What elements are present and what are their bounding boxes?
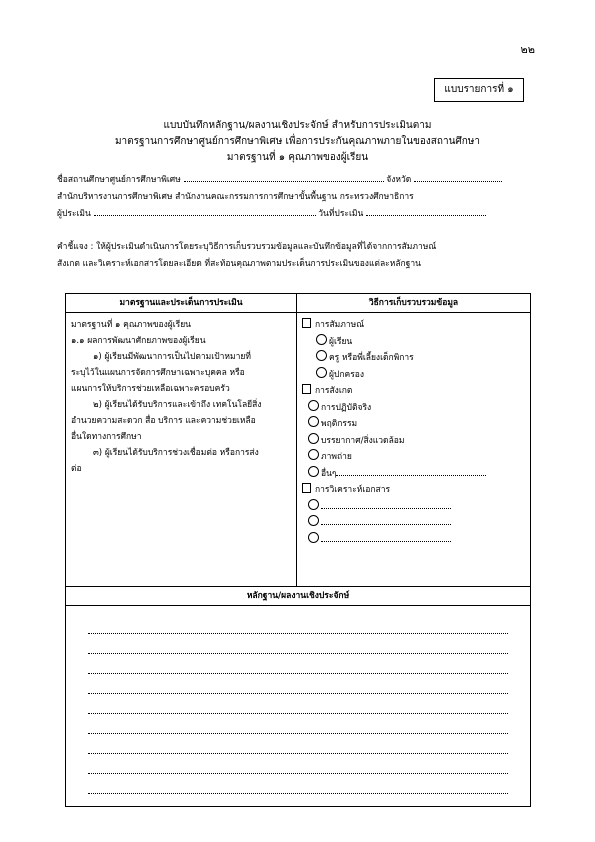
evidence-line[interactable]	[88, 634, 508, 654]
school-label: ชื่อสถานศึกษาศูนย์การศึกษาพิเศษ	[57, 175, 181, 185]
evidence-lines	[88, 614, 508, 794]
instruction-line-2: สังเกต และวิเคราะห์เอกสารโดยละเอียด ที่สะท้อนคุณภาพตามประเด็นการประเมินของแต่ละหลักฐาน	[57, 259, 421, 269]
opt-behavior	[302, 416, 525, 433]
method-document	[302, 482, 525, 499]
evidence-header: หลักฐาน/ผลงานเชิงประจักษ์	[66, 587, 531, 606]
radio-teacher[interactable]	[316, 350, 327, 361]
radio-practice[interactable]	[308, 400, 319, 411]
opt-other-label: อื่นๆ	[321, 468, 337, 479]
opt-photo-label: ภาพถ่าย	[321, 452, 352, 462]
opt-parent	[302, 367, 525, 384]
evaluator-line	[57, 206, 486, 220]
item-1-line-3: แผนการให้บริการช่วยเหลือเฉพาะครอบครัว	[71, 384, 230, 394]
instruction	[57, 239, 547, 273]
evidence-line[interactable]	[88, 614, 508, 634]
checkbox-observe[interactable]	[302, 384, 311, 394]
evidence-line[interactable]	[88, 654, 508, 674]
form-label: แบบรายการที่ ๑	[434, 78, 524, 102]
evidence-line[interactable]	[88, 694, 508, 714]
opt-student	[302, 334, 525, 351]
evaluation-table	[65, 293, 531, 807]
doc-field-3[interactable]	[321, 533, 451, 542]
item-3-line-1: ๓) ผู้เรียนได้รับบริการช่วงเชื่อมต่อ หรือการส่ง	[93, 448, 259, 458]
opt-behavior-label: พฤติกรรม	[321, 419, 358, 429]
office-text: สำนักบริหารงานการศึกษาพิเศษ สำนักงานคณะกรรมการการศึกษาขั้นพื้นฐาน กระทรวงศึกษาธิการ	[57, 192, 414, 202]
standards-cell	[66, 313, 297, 587]
province-field[interactable]	[414, 173, 502, 182]
evidence-line[interactable]	[88, 774, 508, 794]
item-2-line-3: อื่นใดทางการศึกษา	[71, 432, 142, 442]
col1-header: มาตรฐานและประเด็นการประเมิน	[66, 294, 297, 313]
radio-doc-1[interactable]	[308, 499, 319, 510]
opt-photo	[302, 449, 525, 466]
radio-parent[interactable]	[316, 367, 327, 378]
radio-behavior[interactable]	[308, 416, 319, 427]
page-number: ๒๒	[520, 43, 535, 56]
title-line-2: มาตรฐานการศึกษาศูนย์การศึกษาพิเศษ เพื่อการประกันคุณภาพภายในของสถานศึกษา	[114, 136, 481, 147]
doc-line-2	[302, 515, 525, 532]
title-line-1: แบบบันทึกหลักฐาน/ผลงานเชิงประจักษ์ สำหรับการประเมินตาม	[163, 120, 432, 131]
opt-teacher-label: ครู หรือพี่เลี้ยงเด็กพิการ	[329, 353, 414, 363]
radio-other[interactable]	[308, 466, 319, 477]
item-2-line-2: อำนวยความสะดวก สื่อ บริการ และความช่วยเหลือ	[71, 416, 256, 426]
evidence-line[interactable]	[88, 714, 508, 734]
item-2-line-1: ๒) ผู้เรียนได้รับบริการและเข้าถึง เทคโนโลยีสิ่ง	[93, 400, 262, 410]
doc-field-1[interactable]	[321, 500, 451, 509]
opt-parent-label: ผู้ปกครอง	[329, 369, 365, 380]
radio-environment[interactable]	[308, 433, 319, 444]
doc-line-1	[302, 499, 525, 516]
instruction-line-1: คำชี้แจง : ให้ผู้ประเมินดำเนินการโดยระบุวิธีการเก็บรวบรวมข้อมูลและบันทึกข้อมูลที่ได้จากการสัมภาษณ์	[57, 242, 437, 252]
opt-environment	[302, 433, 525, 450]
school-field[interactable]	[184, 173, 384, 182]
opt-other	[302, 466, 525, 483]
checkbox-interview[interactable]	[302, 318, 311, 328]
method-observe	[302, 383, 525, 400]
radio-doc-2[interactable]	[308, 515, 319, 526]
document-label: การวิเคราะห์เอกสาร	[315, 485, 391, 495]
evaluator-field[interactable]	[94, 207, 316, 216]
checkbox-document[interactable]	[302, 483, 311, 493]
methods-cell	[297, 313, 531, 587]
doc-line-3	[302, 532, 525, 549]
opt-practice	[302, 400, 525, 417]
evaluator-label: ผู้ประเมิน	[57, 209, 91, 219]
col2-header: วิธีการเก็บรวบรวมข้อมูล	[297, 294, 531, 313]
evidence-line[interactable]	[88, 734, 508, 754]
province-label: จังหวัด	[386, 175, 412, 185]
standard-title: มาตรฐานที่ ๑ คุณภาพของผู้เรียน	[71, 320, 191, 330]
evidence-line[interactable]	[88, 754, 508, 774]
interview-label: การสัมภาษณ์	[315, 320, 365, 330]
date-field[interactable]	[366, 207, 486, 216]
radio-photo[interactable]	[308, 449, 319, 460]
radio-student[interactable]	[316, 334, 327, 345]
observe-label: การสังเกต	[315, 386, 353, 396]
item-1-line-2: ระบุไว้ในแผนการจัดการศึกษาเฉพาะบุคคล หรือ	[71, 368, 245, 378]
opt-teacher	[302, 350, 525, 367]
item-3-line-2: ต่อ	[71, 464, 82, 474]
evidence-area[interactable]	[66, 606, 531, 807]
opt-practice-label: การปฏิบัติจริง	[321, 402, 372, 413]
date-label: วันที่ประเมิน	[318, 209, 364, 219]
method-interview	[302, 317, 525, 334]
substandard-title: ๑.๑ ผลการพัฒนาศักยภาพของผู้เรียน	[71, 336, 206, 346]
evidence-line[interactable]	[88, 674, 508, 694]
opt-student-label: ผู้เรียน	[329, 336, 353, 347]
other-field[interactable]	[336, 467, 486, 476]
opt-environment-label: บรรยากาศ/สิ่งแวดล้อม	[321, 435, 405, 446]
title-line-3: มาตรฐานที่ ๑ คุณภาพของผู้เรียน	[226, 152, 369, 163]
item-1-line-1: ๑) ผู้เรียนมีพัฒนาการเป็นไปตามเป้าหมายที่	[93, 352, 251, 362]
doc-field-2[interactable]	[321, 516, 451, 525]
radio-doc-3[interactable]	[308, 532, 319, 543]
school-line	[57, 172, 502, 186]
